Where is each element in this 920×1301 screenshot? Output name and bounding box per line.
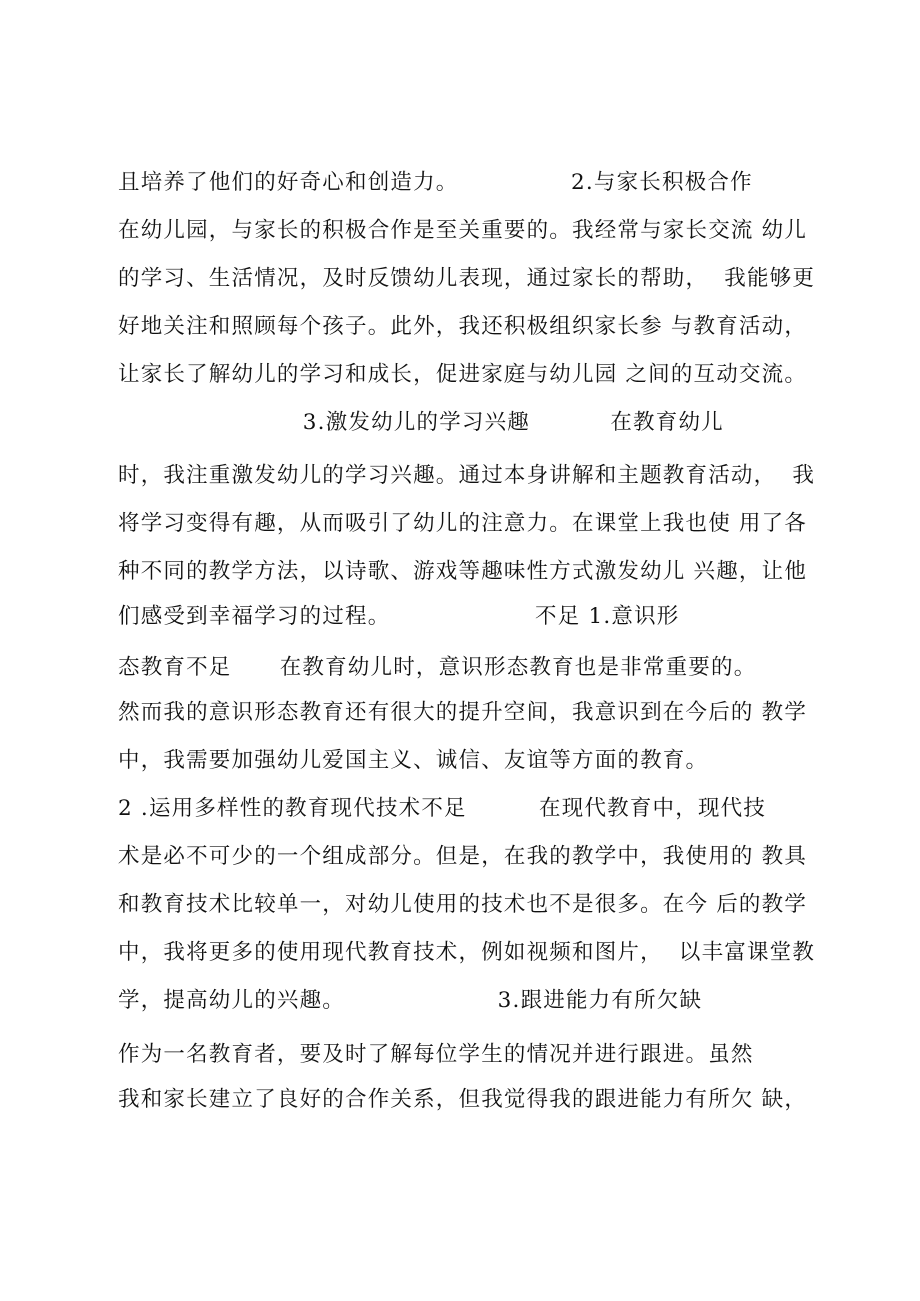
text-line: 3.激发幼儿的学习兴趣 在教育幼儿 xyxy=(118,410,724,435)
text-line: 好地关注和照顾每个孩子。此外，我还积极组织家长参 与教育活动， xyxy=(118,314,808,339)
text-line: 作为一名教育者，要及时了解每位学生的情况并进行跟进。虽然 xyxy=(118,1042,754,1067)
text-line: 和教育技术比较单一，对幼儿使用的技术也不是很多。在今 后的教学 xyxy=(118,892,808,917)
text-line: 种不同的教学方法，以诗歌、游戏等趣味性方式激发幼儿 兴趣，让他 xyxy=(118,559,808,584)
text-line: 将学习变得有趣，从而吸引了幼儿的注意力。在课堂上我也使 用了各 xyxy=(118,511,808,536)
text-line: 的学习、生活情况，及时反馈幼儿表现，通过家长的帮助， 我能够更 xyxy=(118,266,816,291)
text-line: 时，我注重激发幼儿的学习兴趣。通过本身讲解和主题教育活动， 我 xyxy=(118,463,816,488)
text-line: 术是必不可少的一个组成部分。但是，在我的教学中，我使用的 教具 xyxy=(118,844,808,869)
text-line: 学，提高幼儿的兴趣。 3.跟进能力有所欠缺 xyxy=(118,988,703,1013)
text-line: 中，我将更多的使用现代教育技术，例如视频和图片， 以丰富课堂教 xyxy=(118,940,816,965)
text-line: 态教育不足 在教育幼儿时，意识形态教育也是非常重要的。 xyxy=(118,655,757,680)
text-line: 然而我的意识形态教育还有很大的提升空间，我意识到在今后的 教学 xyxy=(118,700,808,725)
text-line: 我和家长建立了良好的合作关系，但我觉得我的跟进能力有所欠 缺， xyxy=(118,1087,808,1112)
text-line: 让家长了解幼儿的学习和成长，促进家庭与幼儿园 之间的互动交流。 xyxy=(118,362,808,387)
text-line: 们感受到幸福学习的过程。 不足 1.意识形 xyxy=(118,604,680,629)
text-line: 中，我需要加强幼儿爱国主义、诚信、友谊等方面的教育。 xyxy=(118,748,709,773)
text-line: 在幼儿园，与家长的积极合作是至关重要的。我经常与家长交流 幼儿 xyxy=(118,218,808,243)
text-line: 且培养了他们的好奇心和创造力。 2.与家长积极合作 xyxy=(118,170,753,195)
text-line: 2 .运用多样性的教育现代技术不足 在现代教育中，现代技 xyxy=(118,796,767,821)
